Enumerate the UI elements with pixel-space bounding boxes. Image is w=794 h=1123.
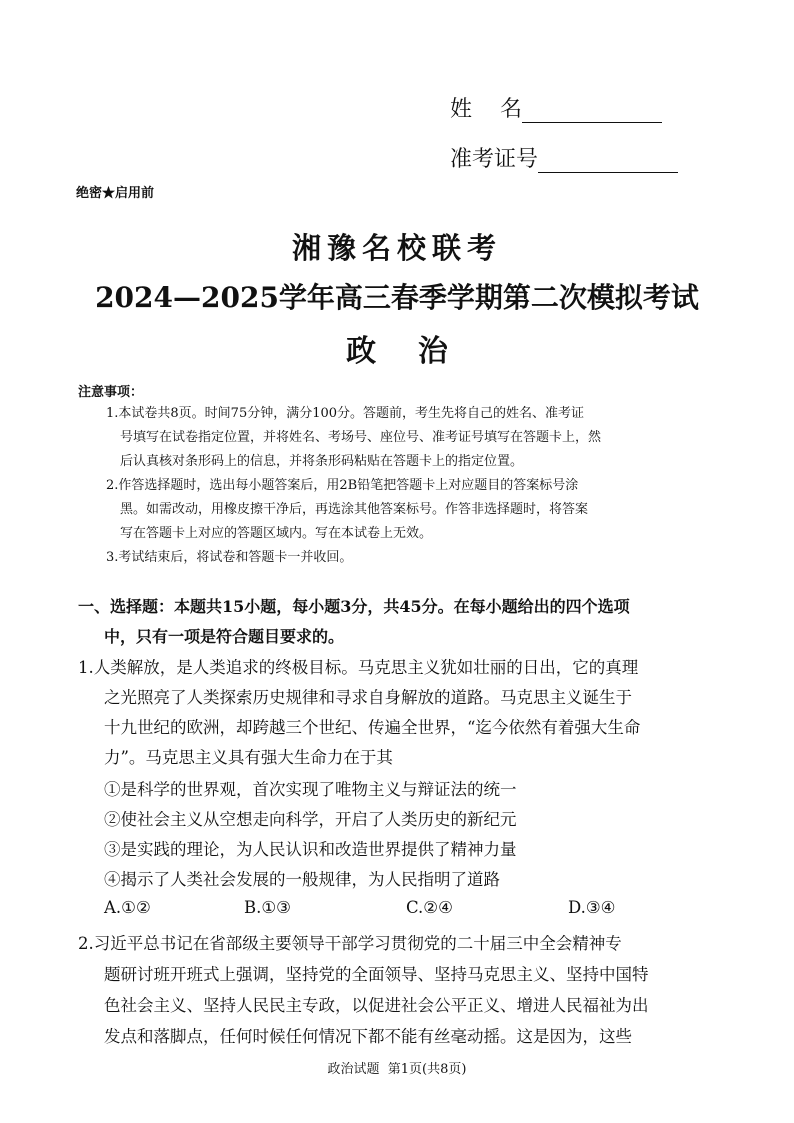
exam-org-title: 湘豫名校联考: [291, 231, 502, 265]
statement: ④揭示了人类社会发展的一般规律，为人民指明了道路: [104, 870, 500, 889]
statement: ②使社会主义从空想走向科学，开启了人类历史的新纪元: [104, 810, 517, 829]
subject-title: 政 治: [346, 334, 448, 369]
notice-line: 后认真核对条形码上的信息，并将条形码粘贴在答题卡上的指定位置。: [120, 454, 524, 469]
notice-line: 写在答题卡上对应的答题区域内。写在本试卷上无效。: [120, 526, 433, 541]
name-blank: [522, 96, 662, 123]
question-stem: 力”。马克思主义具有强大生命力在于其: [104, 748, 393, 767]
question-stem: 1.人类解放，是人类追求的终极目标。马克思主义犹如壮丽的日出，它的真理: [78, 658, 639, 677]
option-a: A.①②: [104, 898, 151, 917]
notice-line: 3.考试结束后，将试卷和答题卡一并收回。: [106, 550, 353, 565]
option-c: C.②④: [406, 898, 453, 917]
name-field: [450, 92, 662, 123]
notice-heading: 注意事项：: [78, 385, 144, 400]
question-stem: 发点和落脚点，任何时候任何情况下都不能有丝毫动摇。这是因为，这些: [104, 1027, 632, 1046]
exam-title: 2024—2025学年高三春季学期第二次模拟考试: [95, 281, 699, 314]
option-d: D.③④: [568, 898, 616, 917]
question-stem: 十九世纪的欧洲，却跨越三个世纪、传遍全世界，“迄今依然有着强大生命: [104, 718, 641, 737]
exam-id-blank: [538, 146, 678, 173]
notice-line: 2.作答选择题时，选出每小题答案后，用2B铅笔把答题卡上对应题目的答案标号涂: [106, 478, 579, 493]
section-heading-cont: 中，只有一项是符合题目要求的。: [104, 627, 345, 646]
secret-label: 绝密★启用前: [76, 186, 155, 201]
question-stem: 题研讨班开班式上强调，坚持党的全面领导、坚持马克思主义、坚持中国特: [104, 965, 649, 984]
section-heading: 一、选择题：本题共15小题，每小题3分，共45分。在每小题给出的四个选项: [78, 597, 630, 616]
notice-line: 1.本试卷共8页。时间75分钟，满分100分。答题前，考生先将自己的姓名、准考证: [106, 406, 585, 421]
exam-id-field: [450, 142, 678, 173]
question-stem: 之光照亮了人类探索历史规律和寻求自身解放的道路。马克思主义诞生于: [104, 688, 632, 707]
question-stem: 色社会主义、坚持人民民主专政，以促进社会公平正义、增进人民福祉为出: [104, 996, 649, 1015]
exam-id-label: 准考证号: [450, 147, 539, 172]
name-label: 姓 名: [450, 97, 522, 122]
question-stem: 2.习近平总书记在省部级主要领导干部学习贯彻党的二十届三中全会精神专: [78, 934, 622, 953]
option-b: B.①③: [244, 898, 291, 917]
statement: ①是科学的世界观，首次实现了唯物主义与辩证法的统一: [104, 780, 517, 799]
notice-line: 黑。如需改动，用橡皮擦干净后，再选涂其他答案标号。作答非选择题时，将答案: [120, 502, 589, 517]
page-footer: 政治试题 第1页(共8页): [327, 1062, 467, 1077]
notice-line: 号填写在试卷指定位置，并将姓名、考场号、座位号、准考证号填写在答题卡上，然: [120, 430, 602, 445]
statement: ③是实践的理论，为人民认识和改造世界提供了精神力量: [104, 840, 517, 859]
